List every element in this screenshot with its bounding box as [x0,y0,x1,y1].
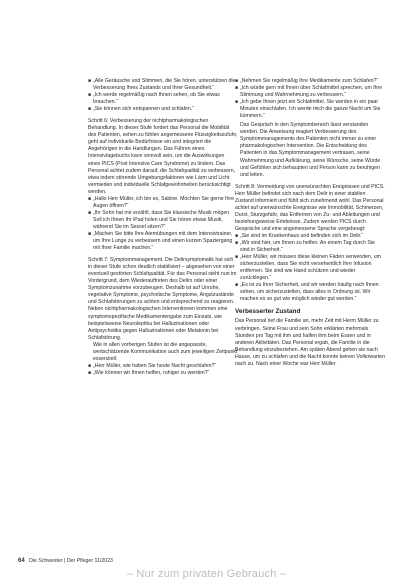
bullet-icon: ■ [88,362,92,369]
paragraph-symptom: Das Gespräch in den Symptombereich lässt verstanden werden. Die Anweisung reagiert Verbesserung des Symptommanagements des Patienten nicht immer zu einer pharmakologischen Intervention. Die Entscheidung des Patienten in das Symptommanagement vertrauen, seine Wahrnehmung und Aufklärung, seine Wünsche, seine Würde und Gefühlen sich behaupten und Person kann zu beruhigen und leiten. [240,122,381,178]
list-item: ■ „Hallo Herr Müller, ich bin es, Sabine. Möchten Sie gerne Ihre Augen öffnen?“ [88,195,234,209]
bullet-icon: ■ [88,78,92,84]
list-item: ■ „Ich werde regelmäßig nach Ihnen sehen, ob Sie etwas brauchen.“ [88,92,220,106]
bullet-icon: ■ [235,99,239,106]
list-item: ■ „Wir sind hier, um Ihnen zu helfen. An einem Tag durch Sie sind in Sicherheit.“ [235,240,375,254]
list-item: ■ „Sie können sich entspannen und schlafen.“ [88,106,194,113]
list-item: ■ „Alle Geräusche und Stimmen, die Sie hören, unterstützen die Verbesserung Ihres Zustands und Ihrer Gesundheit.“ [88,78,236,92]
page-number: 64 [18,558,25,564]
section-heading: Verbesserter Zustand [235,308,301,316]
bullet-icon: ■ [235,282,239,289]
list-item: ■ „Wie können wir Ihnen helfen, ruhiger zu werden?“ [88,369,210,376]
left-column [88,78,238,377]
bullet-icon: ■ [235,254,239,261]
list-item: ■ „Es ist zu Ihrer Sicherheit, und wir werden häufig nach Ihnen sehen, um sicherzustellen, dass alles in Ordnung ist. Wir machen es so gut wie möglich wieder gut werden.“ [235,282,379,303]
list-item: ■ „Ich gebe Ihnen jetzt ein Schlafmittel. Sie werden in ein paar Minuten einschlafen. Ich werde mich die ganze Nacht um Sie kümmern.“ [235,99,381,120]
list-item: ■ „Machen Sie bitte Ihre Atemübungen mit dem Intensivtrainer, um Ihre Lunge zu verbessern und einen kurzen Spaziergang mit Ihrer Familie machen.“ [88,230,233,252]
paragraph-schritt-6: Schritt 6: Verbesserung der nichtpharmakologischen Behandlung. In dieser Stufe fordert das Personal die Mobilität des Patienten, sehen zu fühlen angemessene Flüssigkeitszufuhr, geht auf individuelle Bedürfnisse ein und integriert die Angehörigen in die Handlungen. Das Führen eines Intensivtagebuchs kann sinnvoll sein, um die Auswirkungen eines PICS (Post Intensive Care Syndrome) zu lindern. Das Personal achtet zudem darauf, die Schlafqualität zu verbessern, etwa indem störende Umgebungsfaktoren wie Lärm und Licht vermieden und individuelle Schlafgewohnheiten berücksichtigt werden. [88,118,238,195]
list-item: ■ „Ihr Sohn hat mir erzählt, dass Sie klassische Musik mögen. Soll ich Ihnen Ihr iPad holen und Sie hören etwas Musik, während Sie im Sessel sitzen?“ [88,209,231,230]
list-item: ■ „Nehmen Sie regelmäßig Ihre Medikamente zum Schlafen?“ [235,78,379,84]
watermark: – Nur zum privaten Gebrauch – [126,568,287,580]
list-item: ■ „Herr Müller, wir müssen diese kleinen Fäden verwenden, um sicherzustellen, dass Sie nicht versehentlich Ihre Infusion entfernen. Sie sind wie Hand schützen und wieder zurücklegen.“ [235,254,381,282]
paragraph-final: Das Personal rief die Familie an, mehr Zeit mit Herrn Müller zu verbringen. Seine Frau und sein Sohn erklärten mehrmals Stunden pro Tag mit ihm und halfen ihm beim Essen und in anderen Aktivitäten. Das Personal ergab, die Familie in die Behandlung einzubeziehen. Am späten Abend gehen sie nach Hause, um zu schlafen und die Nacht konnte keinen Vollerwarten nach zu. Nach einer Woche war Herr Müller. [235,318,385,367]
paragraph-schritt-8: Schritt 8: Vermeidung von unerwünschten Ereignissen und PICS. Herr Müller befindet sich nach dem Delir in einer stabilen Zustand informiert und fühlt sich zunehmend wohl. Das Personal achtet auf unerwünschte Ereignisse wie Immobilität, Schmerzen, Durst, Sturzgefahr, das Entfernen von Zu- und Ableitungen und beziehungsweise Erlebnisse. Zudem werden PICS durch Gespräche und eine angemessene Sprache vorgebeugt: [235,183,385,232]
journal-name: Die Schwester | Der Pfleger 11/2023 [29,558,113,564]
bullet-icon: ■ [88,209,92,216]
bullet-icon: ■ [88,369,92,376]
bullet-icon: ■ [235,232,239,239]
bullet-icon: ■ [88,106,92,113]
bullet-icon: ■ [235,78,239,84]
page-footer [18,558,113,564]
bullet-icon: ■ [235,240,239,247]
paragraph-continuation: Wie in allen vorherigen Stufen ist die angepasste, wertschätzende Kommunikation auch zum jeweiligen Zeitpunkt essenziell: [93,341,238,362]
bullet-icon: ■ [235,85,239,92]
list-item: ■ „Ich würde gern mit Ihnen über Schlafmittel sprechen, um Ihre Stimmung und Wahrnehmung zu verbessern.“ [235,85,383,99]
list-item: ■ „Sie sind im Krankenhaus und befinden sich im Delir.“ [235,232,364,239]
paragraph-schritt-7: Schritt 7: Symptommanagement. Die Delirsymptomatik hat sich in dieser Stufe schon deutlich stabilisiert – abgesehen von einer eventuell gestörten Schlafqualität. Für das Personal steht nun im Vordergrund, dem Wiederauftreten des Delirs oder einer Symptomzunahme vorzubeugen. Deshalb ist auf Unruhe, vegetative Symptome, psychotische Symptome, Angstzustände und Schlafstörungen zu achten und entsprechend zu reagieren. Neben nichtpharmakologischen Interventionen kommen eine symptomspezifische Medikamentengabe zum Einsatz, wie beispielsweise Neuroleptika bei Halluzinationen oder Antipsychotika gegen Halluzinationen oder Melatonin bei Schlafstörung. [88,257,237,341]
bullet-icon: ■ [88,195,92,202]
bullet-icon: ■ [88,230,92,237]
right-column [235,78,385,368]
bullet-icon: ■ [88,92,92,99]
list-item: ■ „Herr Müller, wie haben Sie heute Nacht geschlafen?“ [88,362,217,369]
